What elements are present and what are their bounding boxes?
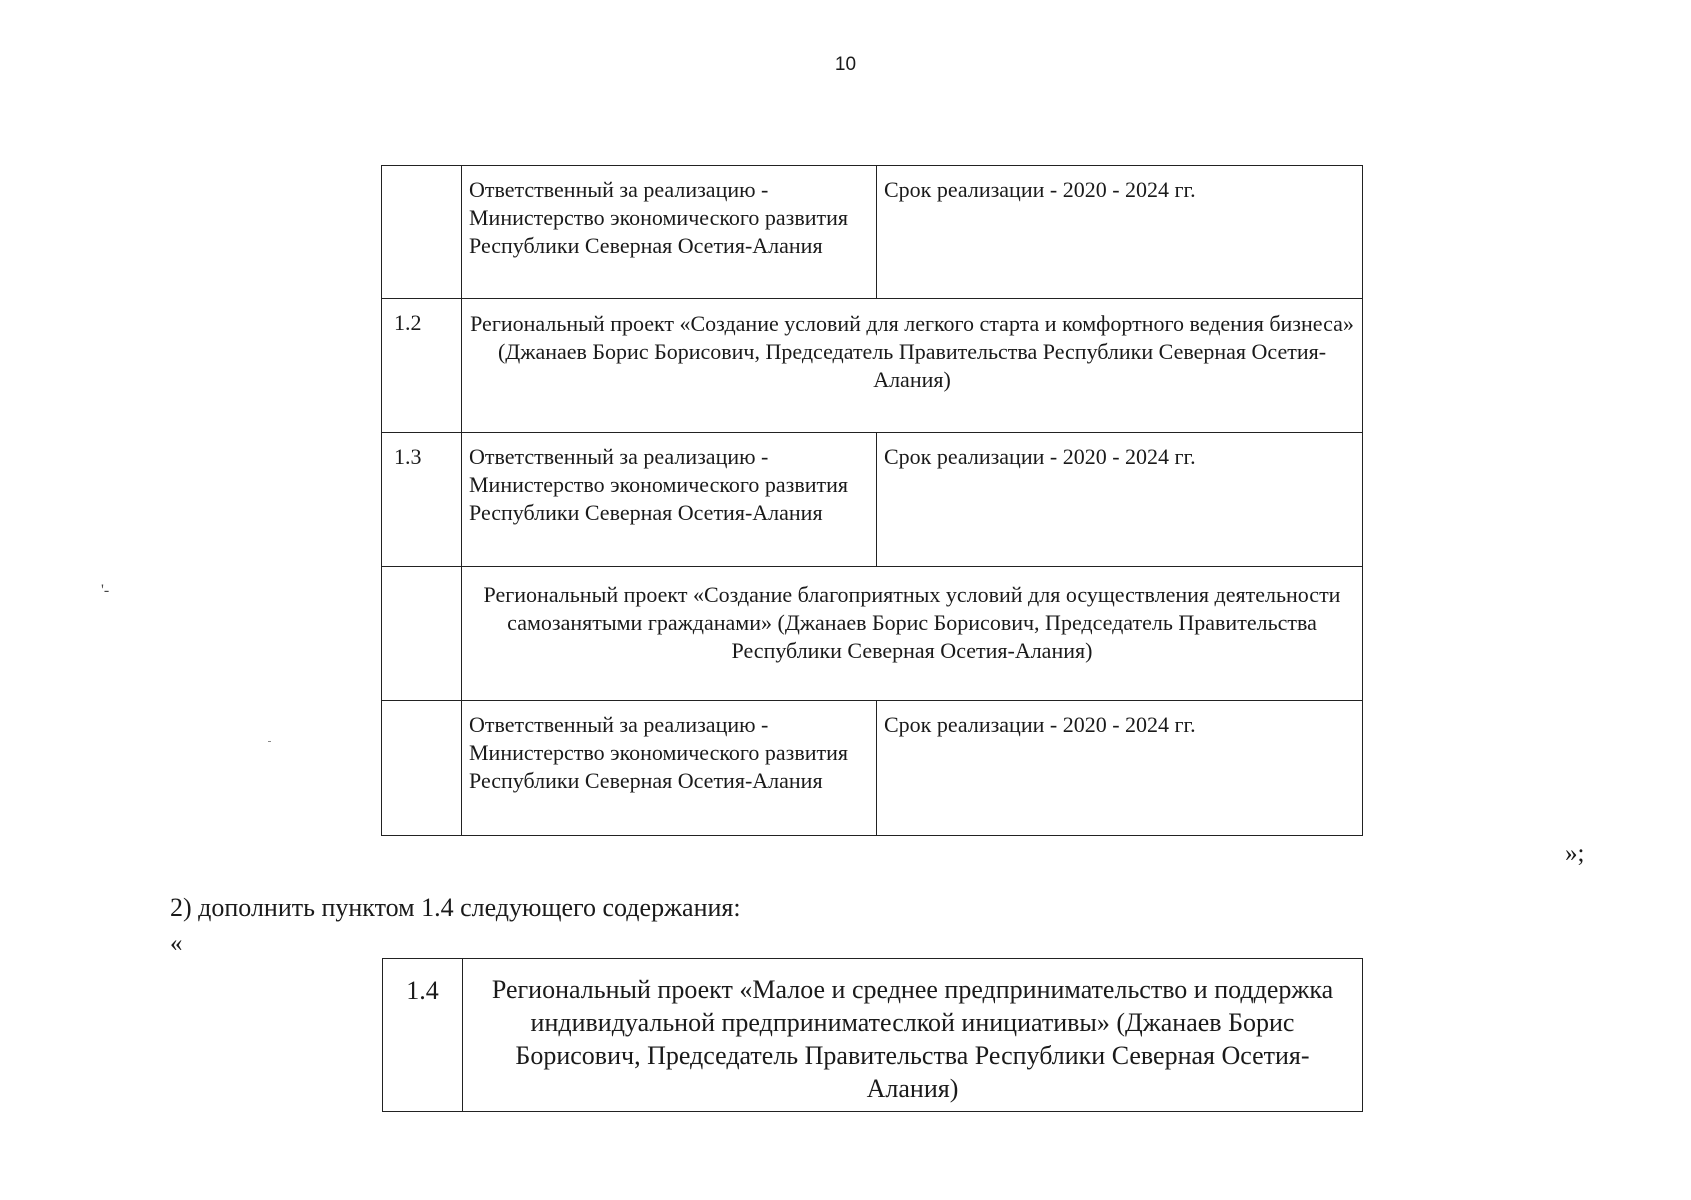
row-number: 1.2 (382, 299, 462, 433)
period-cell: Срок реализации - 2020 - 2024 гг. (877, 701, 1363, 836)
new-item-table (382, 958, 1363, 1112)
project-title-cell: Региональный проект «Создание благоприятных условий для осуществления деятельности самозанятыми гражданами» (Джанаев Борис Борисович, Председатель Правительства Республики Северная Осетия-Алания) (462, 567, 1363, 701)
scan-artifact-dot (268, 741, 271, 742)
table-row (382, 567, 1363, 701)
period-cell: Срок реализации - 2020 - 2024 гг. (877, 166, 1363, 299)
table-row (383, 959, 1363, 1112)
row-number: 1.3 (382, 433, 462, 567)
period-cell: Срок реализации - 2020 - 2024 гг. (877, 433, 1363, 567)
table-row (382, 433, 1363, 567)
responsible-cell: Ответственный за реализацию - Министерство экономического развития Республики Северная Осетия-Алания (462, 166, 877, 299)
table-row (382, 701, 1363, 836)
program-table (381, 165, 1363, 836)
row-number (382, 567, 462, 701)
opening-quote: « (170, 930, 183, 957)
responsible-cell: Ответственный за реализацию - Министерство экономического развития Республики Северная Осетия-Алания (462, 701, 877, 836)
page-number: 10 (834, 54, 857, 75)
project-title-cell: Региональный проект «Создание условий для легкого старта и комфортного ведения бизнеса» (Джанаев Борис Борисович, Председатель Правительства Республики Северная Осетия-Алания) (462, 299, 1363, 433)
responsible-cell: Ответственный за реализацию - Министерство экономического развития Республики Северная Осетия-Алания (462, 433, 877, 567)
closing-quote: »; (1565, 840, 1585, 867)
project-title-cell: Региональный проект «Малое и среднее предпринимательство и поддержка индивидуальной предприниматеслкой инициативы» (Джанаев Борис Борисович, Председатель Правительства Республики Северная Осетия-Алания) (463, 959, 1363, 1112)
table-row (382, 299, 1363, 433)
scan-artifact-mark: '- (101, 582, 110, 599)
table-row (382, 166, 1363, 299)
row-number: 1.4 (383, 959, 463, 1112)
row-number (382, 166, 462, 299)
row-number (382, 701, 462, 836)
amendment-instruction: 2) дополнить пунктом 1.4 следующего содержания: (170, 893, 741, 922)
